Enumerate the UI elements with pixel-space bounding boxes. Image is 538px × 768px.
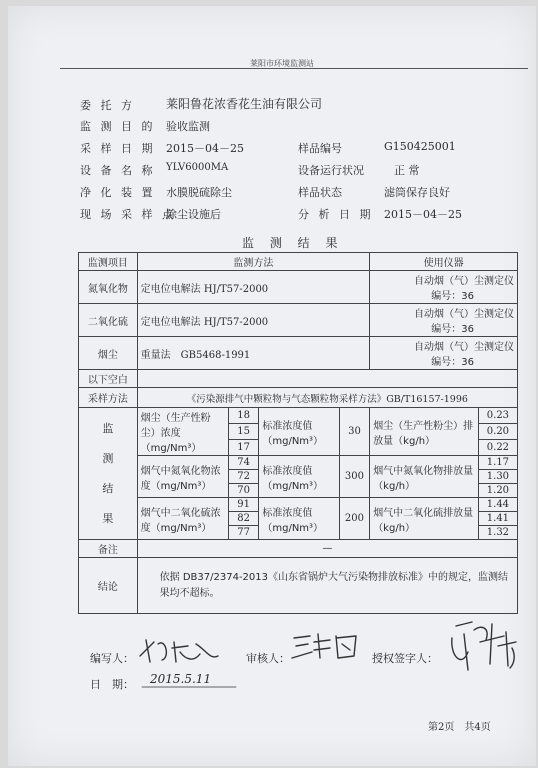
client-label: 委 托 方 [80,99,135,112]
row-instrument: 自动烟（气）尘测定仪 [414,342,514,353]
device-status-value: 正 常 [394,164,420,177]
so2-std-label: 标准浓度值（mg/Nm³） [259,498,339,540]
purpose-label: 监 测 目 的 [80,120,156,133]
approver-label: 授权签字人： [372,652,438,665]
header-item: 监测项目 [79,253,138,271]
analysis-date-value: 2015－04－25 [384,208,462,221]
row-method: 重量法 GB5468-1991 [137,337,370,370]
date-label: 采 样 日 期 [80,142,156,155]
sign-date: 2015.5.11 [150,672,212,686]
nox-emission-1: 1.17 [478,456,517,470]
header-rule [60,68,528,69]
row-instrument-no: 编号：36 [431,357,474,368]
so2-conc-label: 烟气中二氧化硫浓度（mg/Nm³） [137,498,228,540]
nox-std-label: 标准浓度值（mg/Nm³） [259,456,339,498]
remarks-label: 备注 [79,540,138,558]
so2-conc-3: 77 [228,526,258,540]
site-label: 现 场 采 样 点 [80,208,176,221]
reviewer-signature [290,628,370,664]
approver-signature [446,618,522,674]
row-instrument-no: 编号：36 [431,291,474,302]
date-underline [140,684,240,690]
sample-state-value: 滤筒保存良好 [384,186,450,199]
so2-emission-1: 1.44 [478,498,517,512]
table-row [79,304,518,337]
results-vertical-label: 监 测 结 果 [79,408,138,540]
nox-conc-3: 70 [228,484,258,498]
so2-conc-2: 82 [228,512,258,526]
dust-conc-2: 15 [228,424,258,440]
nox-conc-2: 72 [228,470,258,484]
device-value: YLV6000MA [166,162,229,173]
dust-std-label: 标准浓度值（mg/Nm³） [259,408,339,456]
sample-no-label: 样品编号 [298,142,342,155]
date-value: 2015－04－25 [166,142,244,155]
row-method: 定电位电解法 HJ/T57-2000 [137,271,370,304]
nox-std-value: 300 [339,456,369,498]
reviewer-label: 审核人： [246,652,290,665]
device-label: 设 备 名 称 [80,164,156,177]
blank-label: 以下空白 [79,370,138,388]
so2-emission-3: 1.32 [478,526,517,540]
row-instrument: 自动烟（气）尘测定仪 [414,309,514,320]
dust-conc-label: 烟尘（生产性粉尘）浓度（mg/Nm³） [137,408,228,456]
remarks-value: — [137,540,517,558]
so2-conc-1: 91 [228,498,258,512]
analysis-date-label: 分 析 日 期 [298,208,374,221]
purpose-value: 验收监测 [166,120,210,133]
writer-label: 编写人： [90,652,134,665]
sampling-value: 《污染源排气中颗粒物与气态颗粒物采样方法》GB/T16157-1996 [137,388,517,408]
row-instrument-no: 编号：36 [431,324,474,335]
row-instrument: 自动烟（气）尘测定仪 [414,276,514,287]
dust-emission-2: 0.20 [478,424,517,440]
results-table [78,252,518,614]
nox-emission-label: 烟气中氮氧化物排放量（kg/h） [370,456,479,498]
sample-state-label: 样品状态 [298,186,342,199]
header-method: 监测方法 [137,253,370,271]
dust-conc-3: 17 [228,440,258,456]
page-number: 第2页 共4页 [428,722,491,733]
header-org: 莱阳市环境监测站 [250,59,314,68]
results-title: 监 测 结 果 [242,236,344,250]
table-row [79,271,518,304]
sample-no-value: G150425001 [384,140,456,153]
row-item: 二氧化硫 [79,304,138,337]
device-status-label: 设备运行状况 [298,164,364,177]
row-item: 烟尘 [79,337,138,370]
so2-emission-label: 烟气中二氧化硫排放量（kg/h） [370,498,479,540]
row-item: 氮氧化物 [79,271,138,304]
sampling-label: 采样方法 [79,388,138,408]
dust-std-value: 30 [339,408,369,456]
nox-emission-2: 1.30 [478,470,517,484]
row-method: 定电位电解法 HJ/T57-2000 [137,304,370,337]
dust-conc-1: 18 [228,408,258,424]
conclusion-label: 结论 [79,558,138,614]
date-label-bottom: 日 期： [90,678,134,691]
dust-emission-label: 烟尘（生产性粉尘）排放量（kg/h） [370,408,479,456]
site-value: 除尘设施后 [166,208,221,221]
conclusion-value: 依据 DB37/2374-2013《山东省锅炉大气污染物排放标准》中的规定，监测结果均不超标。 [137,558,517,614]
header-instrument: 使用仪器 [370,253,518,271]
client-value: 莱阳鲁花浓香花生油有限公司 [166,97,323,111]
purify-label: 净 化 装 置 [80,186,156,199]
so2-emission-2: 1.41 [478,512,517,526]
dust-emission-1: 0.23 [478,408,517,424]
nox-conc-label: 烟气中氮氧化物浓度（mg/Nm³） [137,456,228,498]
table-row [79,337,518,370]
writer-signature [136,634,222,668]
nox-emission-3: 1.20 [478,484,517,498]
purify-value: 水膜脱硫除尘 [166,186,232,199]
dust-emission-3: 0.22 [478,440,517,456]
nox-conc-1: 74 [228,456,258,470]
so2-std-value: 200 [339,498,369,540]
